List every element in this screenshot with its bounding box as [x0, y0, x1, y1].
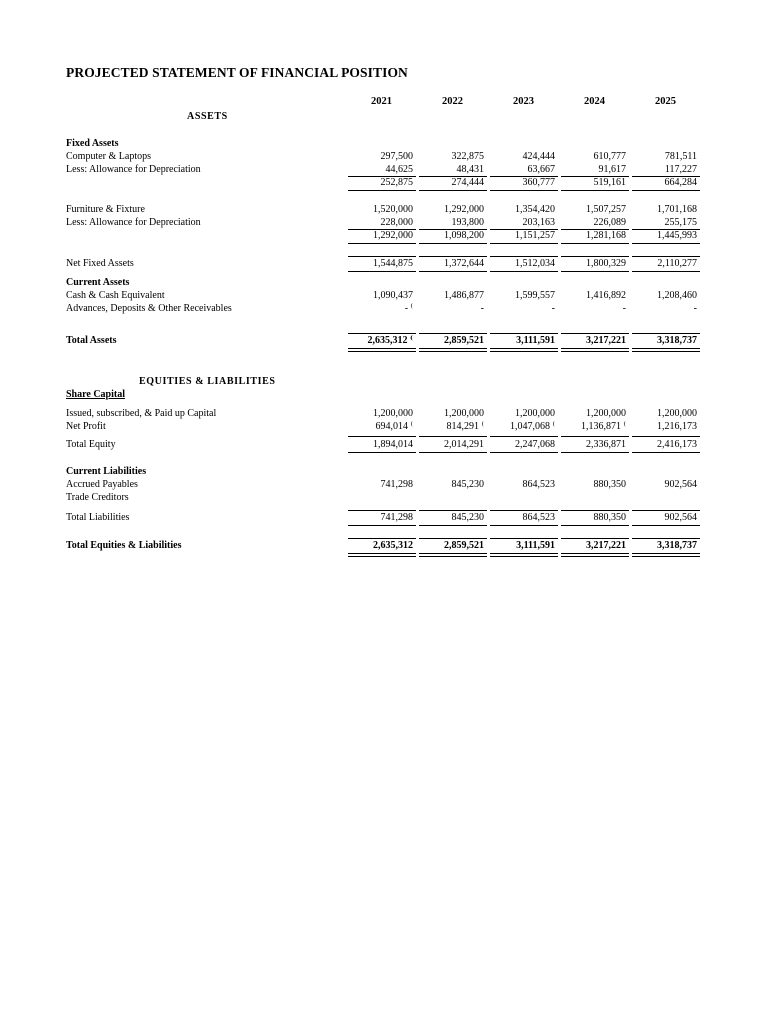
cell: 2,416,173	[657, 439, 697, 450]
cell: 864,523	[522, 512, 555, 523]
rule	[561, 271, 629, 272]
cell: 297,500	[380, 151, 413, 162]
year-header: 2025	[655, 96, 676, 107]
total-equity-row	[0, 439, 768, 453]
rule	[632, 190, 700, 191]
rule	[348, 556, 416, 557]
cell: 255,175	[664, 217, 697, 228]
rule	[490, 333, 558, 334]
cell: 2,110,277	[657, 258, 697, 269]
cell: 814,291 ⁽	[446, 421, 484, 432]
rule	[490, 525, 558, 526]
rule	[561, 553, 629, 554]
total-eq-liab-row	[0, 540, 768, 554]
rule	[490, 348, 558, 349]
cell: 1,200,000	[586, 408, 626, 419]
page-title: PROJECTED STATEMENT OF FINANCIAL POSITION	[66, 65, 408, 80]
rule	[632, 271, 700, 272]
cell: 1,281,168	[586, 230, 626, 241]
rule	[561, 452, 629, 453]
issued-capital-label: Issued, subscribed, & Paid up Capital	[66, 408, 217, 419]
cell: 880,350	[593, 479, 626, 490]
rule	[419, 271, 487, 272]
cell: 1,151,257	[515, 230, 555, 241]
rule	[348, 553, 416, 554]
rule	[348, 351, 416, 352]
furniture-net-row	[0, 230, 768, 244]
rule	[490, 256, 558, 257]
rule	[419, 333, 487, 334]
cell: 1,098,200	[444, 230, 484, 241]
cell: 360,777	[522, 177, 555, 188]
cell: 1,512,034	[515, 258, 555, 269]
year-header: 2021	[371, 96, 392, 107]
rule	[632, 452, 700, 453]
cell: 1,216,173	[657, 421, 697, 432]
cell: 1,520,000	[373, 204, 413, 215]
rule	[561, 510, 629, 511]
rule	[490, 271, 558, 272]
rule	[561, 436, 629, 437]
cell: 1,372,644	[444, 258, 484, 269]
rule	[419, 538, 487, 539]
cell: 610,777	[593, 151, 626, 162]
rule	[632, 351, 700, 352]
cell: 2,247,068	[515, 439, 555, 450]
year-header: 2022	[442, 96, 463, 107]
rule	[419, 452, 487, 453]
rule	[561, 525, 629, 526]
cell: 3,111,591	[516, 335, 555, 346]
cell: -	[622, 303, 626, 314]
total-eq-liab-label: Total Equities & Liabilities	[66, 540, 182, 551]
assets-heading: ASSETS	[187, 111, 228, 122]
rule	[561, 243, 629, 244]
rule	[419, 510, 487, 511]
fixed-assets-label: Fixed Assets	[66, 138, 119, 149]
net-profit-label: Net Profit	[66, 421, 106, 432]
advances-row	[0, 303, 768, 317]
rule	[419, 256, 487, 257]
issued-capital-row	[0, 408, 768, 422]
rule	[490, 436, 558, 437]
cell: 1,200,000	[373, 408, 413, 419]
cell: 2,014,291	[444, 439, 484, 450]
rule	[348, 538, 416, 539]
rule	[632, 553, 700, 554]
accrued-label: Accrued Payables	[66, 479, 138, 490]
cell: 226,089	[593, 217, 626, 228]
cell: -	[693, 303, 697, 314]
cell: 48,431	[456, 164, 484, 175]
cell: - ⁽	[404, 303, 413, 314]
rule	[419, 436, 487, 437]
cell: 519,161	[593, 177, 626, 188]
rule	[419, 351, 487, 352]
cell: 1,090,437	[373, 290, 413, 301]
furniture-row	[0, 204, 768, 218]
rule	[490, 510, 558, 511]
cell: 1,200,000	[657, 408, 697, 419]
rule	[632, 243, 700, 244]
rule	[348, 256, 416, 257]
cell: 1,200,000	[444, 408, 484, 419]
cell: 2,635,312 ⁽	[367, 335, 413, 346]
cell: 1,701,168	[657, 204, 697, 215]
cell: 424,444	[522, 151, 555, 162]
cash-label: Cash & Cash Equivalent	[66, 290, 165, 301]
cell: 1,507,257	[586, 204, 626, 215]
cell: 1,416,892	[586, 290, 626, 301]
cell: 193,800	[451, 217, 484, 228]
cell: 1,486,877	[444, 290, 484, 301]
rule	[490, 553, 558, 554]
rule	[632, 348, 700, 349]
cell: 1,354,420	[515, 204, 555, 215]
rule	[561, 348, 629, 349]
current-liabilities-label: Current Liabilities	[66, 466, 147, 477]
cell: 741,298	[380, 479, 413, 490]
rule	[348, 190, 416, 191]
cash-row	[0, 290, 768, 304]
furniture-dep-label: Less: Allowance for Depreciation	[66, 217, 201, 228]
cell: 91,617	[598, 164, 626, 175]
cell: 228,000	[380, 217, 413, 228]
rule	[419, 553, 487, 554]
rule	[348, 333, 416, 334]
current-assets-label: Current Assets	[66, 277, 130, 288]
furniture-label: Furniture & Fixture	[66, 204, 145, 215]
total-liabilities-row	[0, 512, 768, 526]
rule	[490, 556, 558, 557]
cell: 1,136,871 ⁽	[581, 421, 626, 432]
rule	[419, 525, 487, 526]
rule	[490, 190, 558, 191]
rule	[561, 351, 629, 352]
computers-net-row	[0, 177, 768, 191]
net-fixed-label: Net Fixed Assets	[66, 258, 134, 269]
rule	[561, 556, 629, 557]
rule	[632, 538, 700, 539]
rule	[419, 190, 487, 191]
rule	[632, 436, 700, 437]
computers-row	[0, 151, 768, 165]
cell: 1,208,460	[657, 290, 697, 301]
share-capital-label: Share Capital	[66, 389, 125, 400]
rule	[561, 333, 629, 334]
cell: 203,163	[522, 217, 555, 228]
rule	[348, 271, 416, 272]
rule	[348, 436, 416, 437]
cell: -	[480, 303, 484, 314]
cell: 252,875	[380, 177, 413, 188]
cell: 1,047,068 ⁽	[510, 421, 555, 432]
cell: 1,544,875	[373, 258, 413, 269]
computers-dep-label: Less: Allowance for Depreciation	[66, 164, 201, 175]
cell: 1,800,329	[586, 258, 626, 269]
net-fixed-row	[0, 258, 768, 272]
cell: 845,230	[451, 512, 484, 523]
cell: 1,292,000	[373, 230, 413, 241]
rule	[632, 333, 700, 334]
rule	[561, 256, 629, 257]
trade-creditors-label: Trade Creditors	[66, 492, 129, 503]
cell: 880,350	[593, 512, 626, 523]
cell: 664,284	[664, 177, 697, 188]
cell: 694,014 ⁽	[375, 421, 413, 432]
cell: 845,230	[451, 479, 484, 490]
cell: 117,227	[664, 164, 697, 175]
rule	[348, 510, 416, 511]
cell: 274,444	[451, 177, 484, 188]
rule	[490, 243, 558, 244]
rule	[348, 243, 416, 244]
cell: 1,445,993	[657, 230, 697, 241]
cell: 2,859,521	[444, 335, 484, 346]
total-assets-row	[0, 335, 768, 349]
rule	[490, 538, 558, 539]
rule	[561, 190, 629, 191]
cell: 1,292,000	[444, 204, 484, 215]
rule	[419, 556, 487, 557]
accrued-row	[0, 479, 768, 493]
cell: 322,875	[451, 151, 484, 162]
cell: 2,859,521	[444, 540, 484, 551]
total-assets-label: Total Assets	[66, 335, 117, 346]
cell: 2,635,312	[373, 540, 413, 551]
rule	[490, 452, 558, 453]
cell: 3,318,737	[657, 335, 697, 346]
rule	[348, 452, 416, 453]
cell: 44,625	[385, 164, 413, 175]
year-header: 2023	[513, 96, 534, 107]
cell: 1,200,000	[515, 408, 555, 419]
cell: 3,217,221	[586, 540, 626, 551]
rule	[561, 538, 629, 539]
cell: -	[551, 303, 555, 314]
rule	[348, 348, 416, 349]
cell: 902,564	[664, 479, 697, 490]
advances-label: Advances, Deposits & Other Receivables	[66, 303, 232, 314]
cell: 3,217,221	[586, 335, 626, 346]
rule	[632, 525, 700, 526]
total-liabilities-label: Total Liabilities	[66, 512, 130, 523]
rule	[632, 256, 700, 257]
cell: 3,111,591	[516, 540, 555, 551]
cell: 781,511	[664, 151, 697, 162]
rule	[348, 525, 416, 526]
cell: 2,336,871	[586, 439, 626, 450]
net-profit-row	[0, 421, 768, 435]
equities-heading: EQUITIES & LIABILITIES	[139, 376, 276, 387]
rule	[632, 510, 700, 511]
cell: 63,667	[527, 164, 555, 175]
total-equity-label: Total Equity	[66, 439, 116, 450]
cell: 864,523	[522, 479, 555, 490]
cell: 3,318,737	[657, 540, 697, 551]
rule	[419, 348, 487, 349]
year-header: 2024	[584, 96, 605, 107]
cell: 1,599,557	[515, 290, 555, 301]
rule	[490, 351, 558, 352]
computers-label: Computer & Laptops	[66, 151, 151, 162]
cell: 1,894,014	[373, 439, 413, 450]
rule	[419, 243, 487, 244]
cell: 741,298	[380, 512, 413, 523]
rule	[632, 556, 700, 557]
cell: 902,564	[664, 512, 697, 523]
